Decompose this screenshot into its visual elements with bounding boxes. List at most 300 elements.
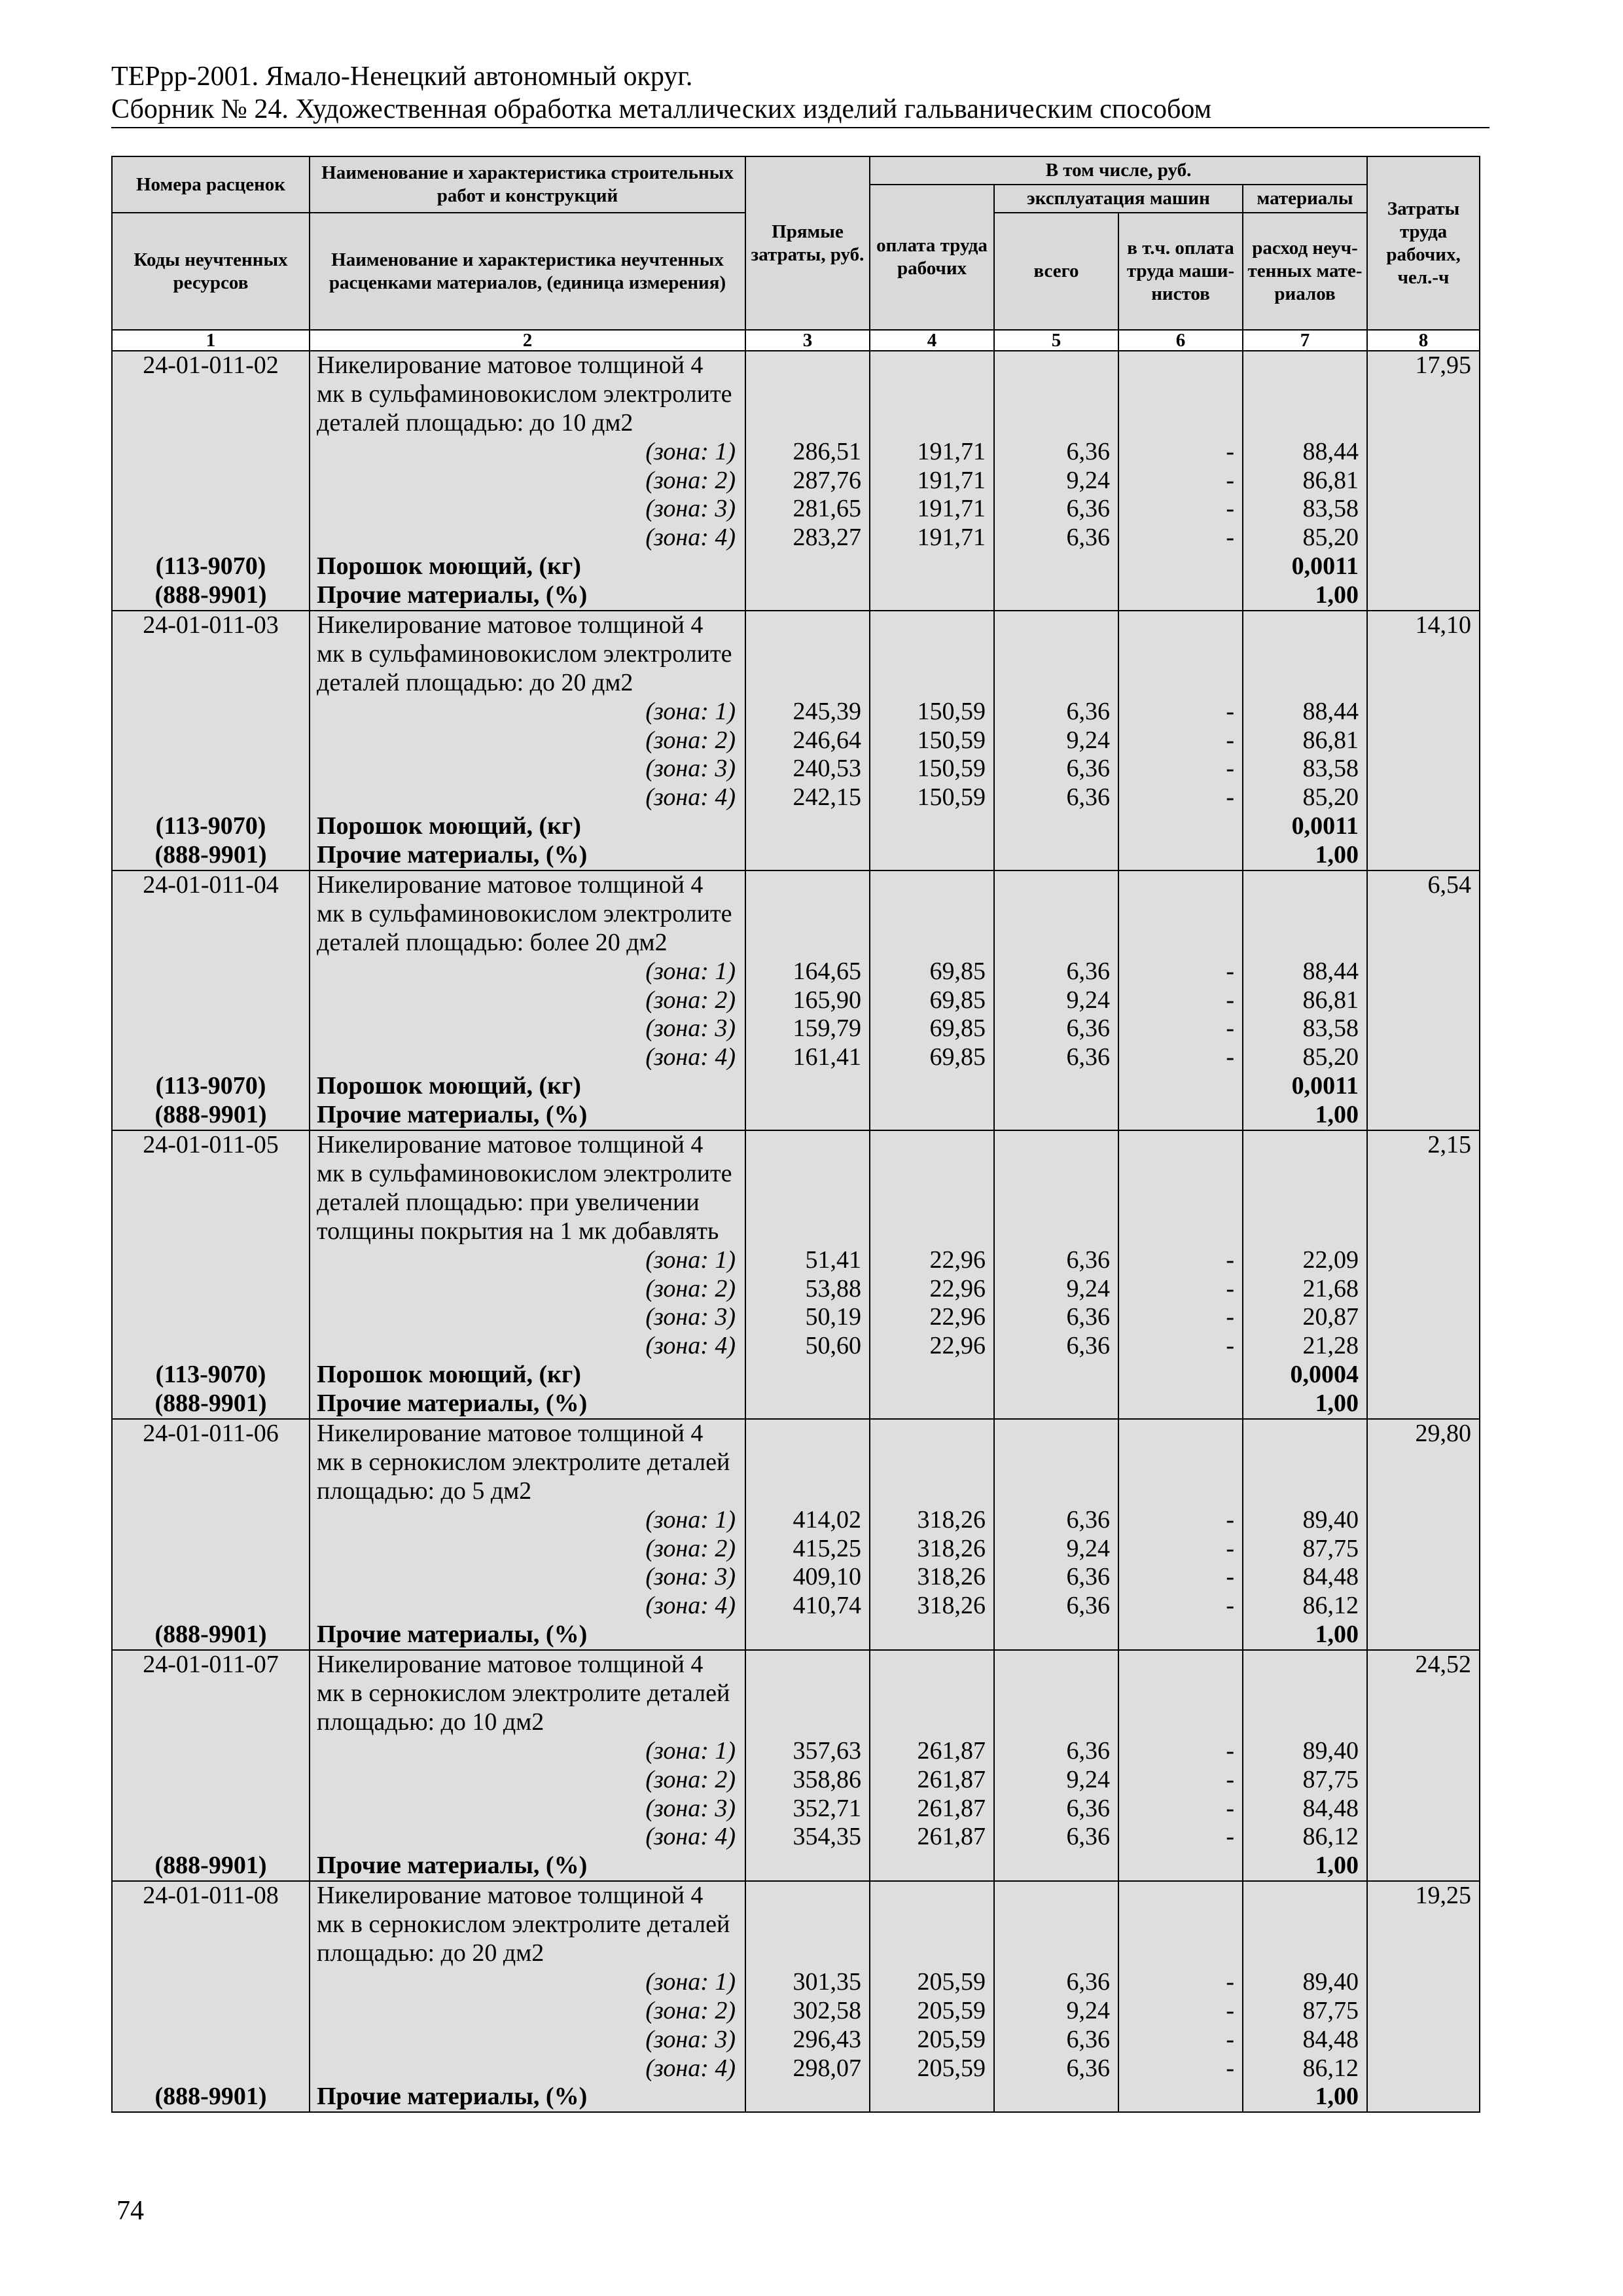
cost-direct-cell (745, 870, 870, 1130)
header-wage: оплата труда рабочих (870, 185, 994, 330)
labor-value: 19,25 (1415, 1882, 1472, 1910)
zone-value: 261,87 (917, 1765, 986, 1793)
zone-value: 51,41 (805, 1246, 861, 1274)
zone-value: 84,48 (1302, 2025, 1359, 2053)
blank-line (1119, 1448, 1242, 1477)
blank-line (995, 552, 1118, 581)
zone-value: 20,87 (1302, 1303, 1359, 1331)
blank-line (870, 1882, 993, 1910)
description-line: мк в сернокислом электролите деталей (317, 1448, 730, 1476)
resource-name: Прочие материалы, (%) (317, 581, 588, 609)
resource-name: Порошок моющий, (кг) (317, 812, 581, 840)
header-rate-numbers: Номера расценок (112, 156, 310, 213)
zone-value: 191,71 (917, 524, 986, 552)
blank-line (1243, 1477, 1366, 1506)
zone-value: 83,58 (1302, 755, 1359, 783)
resource-name: Прочие материалы, (%) (317, 1390, 588, 1418)
blank-line (113, 755, 309, 783)
blank-line (746, 552, 869, 581)
zone-value: 9,24 (1066, 726, 1110, 754)
cost-wage-cell (870, 1881, 994, 2112)
zone-value: 164,65 (793, 957, 861, 985)
blank-line (746, 1390, 869, 1418)
blank-line (870, 1189, 993, 1217)
header-line-1: ТЕРрр-2001. Ямало-Ненецкий автономный округ. (111, 62, 693, 92)
blank-line (113, 1332, 309, 1361)
zone-value: 205,59 (917, 1967, 986, 1996)
blank-line (1119, 1910, 1242, 1939)
header-machines: эксплуатация машин (994, 185, 1243, 213)
resource-code: (888-9901) (154, 1852, 267, 1880)
zone-value: 6,36 (1066, 437, 1110, 465)
cost-materials-cell (1243, 611, 1367, 870)
zone-value: 261,87 (917, 1736, 986, 1765)
zone-value: 205,59 (917, 1996, 986, 2024)
zone-label: (зона: 3) (645, 495, 736, 523)
blank-line (113, 495, 309, 524)
zone-value: 191,71 (917, 437, 986, 465)
page-header (111, 60, 1486, 128)
rate-code-cell (112, 870, 310, 1130)
blank-line (113, 1997, 309, 2026)
blank-line (870, 841, 993, 870)
cost-materials-cell (1243, 1650, 1367, 1881)
blank-line (1243, 669, 1366, 698)
zone-label: (зона: 2) (645, 1996, 736, 2024)
zone-value: 242,15 (793, 783, 861, 812)
zone-value: - (1226, 495, 1234, 523)
blank-line (1243, 1189, 1366, 1217)
zone-value: 286,51 (793, 437, 861, 465)
blank-line (1243, 1420, 1366, 1448)
zone-value: 6,36 (1066, 2054, 1110, 2082)
blank-line (746, 812, 869, 841)
cost-wage-cell (870, 1419, 994, 1650)
blank-line (870, 351, 993, 380)
zone-value: 6,36 (1066, 697, 1110, 725)
blank-line (995, 1852, 1118, 1880)
blank-line (870, 669, 993, 698)
zone-value: 50,60 (805, 1332, 861, 1360)
resource-code: (113-9070) (155, 552, 266, 581)
resource-code: (113-9070) (155, 1361, 266, 1389)
resource-value: 1,00 (1315, 1101, 1359, 1129)
rate-block (112, 611, 1480, 870)
cost-machinist-cell (1118, 1881, 1243, 2112)
zone-value: 352,71 (793, 1794, 861, 1822)
blank-line (113, 1766, 309, 1795)
zone-value: - (1226, 1246, 1234, 1274)
resource-value: 0,0004 (1290, 1361, 1359, 1389)
zone-value: - (1226, 1996, 1234, 2024)
zone-value: 150,59 (917, 755, 986, 783)
zone-label: (зона: 3) (645, 1794, 736, 1822)
resource-name: Порошок моющий, (кг) (317, 1072, 581, 1100)
blank-line (1243, 929, 1366, 958)
blank-line (995, 812, 1118, 841)
blank-line (113, 1823, 309, 1852)
blank-line (746, 1189, 869, 1217)
cost-machines-cell (994, 1130, 1118, 1419)
zone-value: 6,36 (1066, 1014, 1110, 1043)
blank-line (995, 1131, 1118, 1160)
zone-value: 89,40 (1302, 1967, 1359, 1996)
blank-line (1119, 1189, 1242, 1217)
blank-line (1243, 1131, 1366, 1160)
zone-value: 205,59 (917, 2025, 986, 2053)
blank-line (1119, 841, 1242, 870)
column-number-row (112, 330, 1480, 351)
blank-line (113, 1160, 309, 1189)
rate-code: 24-01-011-07 (143, 1651, 279, 1679)
blank-line (113, 1448, 309, 1477)
blank-line (995, 1621, 1118, 1649)
blank-line (1119, 1852, 1242, 1880)
cost-wage-cell (870, 611, 994, 870)
cost-machines-cell (994, 1650, 1118, 1881)
blank-line (746, 1651, 869, 1679)
blank-line (113, 726, 309, 755)
blank-line (1119, 1420, 1242, 1448)
description-cell (310, 1650, 745, 1881)
zone-value: 86,81 (1302, 726, 1359, 754)
zone-value: 6,36 (1066, 1505, 1110, 1534)
blank-line (113, 900, 309, 929)
description-cell (310, 351, 745, 611)
rate-block (112, 1650, 1480, 1881)
blank-line (870, 1910, 993, 1939)
zone-value: 6,36 (1066, 495, 1110, 523)
blank-line (870, 380, 993, 409)
col-number: 2 (310, 330, 745, 351)
col-number: 7 (1243, 330, 1367, 351)
zone-value: 409,10 (793, 1563, 861, 1591)
resource-code: (113-9070) (155, 812, 266, 840)
zone-label: (зона: 2) (645, 1534, 736, 1562)
zone-value: 318,26 (917, 1534, 986, 1562)
blank-line (870, 1852, 993, 1880)
zone-value: 9,24 (1066, 1765, 1110, 1793)
blank-line (1243, 871, 1366, 900)
blank-line (870, 1448, 993, 1477)
zone-value: - (1226, 1534, 1234, 1562)
blank-line (113, 1477, 309, 1506)
zone-value: 6,36 (1066, 1246, 1110, 1274)
blank-line (870, 900, 993, 929)
description-line: мк в сульфаминовокислом электролите (317, 639, 732, 668)
blank-line (995, 1679, 1118, 1708)
blank-line (870, 1072, 993, 1101)
blank-line (113, 438, 309, 467)
rate-code: 24-01-011-06 (143, 1419, 279, 1447)
header-rule (111, 127, 1489, 128)
blank-line (1119, 1882, 1242, 1910)
description-line: площадью: до 5 дм2 (317, 1477, 532, 1505)
blank-line (870, 1651, 993, 1679)
blank-line (870, 409, 993, 438)
zone-value: - (1226, 1736, 1234, 1765)
zone-value: - (1226, 783, 1234, 812)
col-number: 5 (994, 330, 1118, 351)
zone-value: 240,53 (793, 755, 861, 783)
blank-line (870, 1160, 993, 1189)
zone-value: 22,96 (929, 1303, 986, 1331)
blank-line (870, 1621, 993, 1649)
zone-value: 9,24 (1066, 466, 1110, 494)
description-line: Никелирование матовое толщиной 4 (317, 871, 704, 899)
blank-line (1119, 1477, 1242, 1506)
blank-line (995, 351, 1118, 380)
blank-line (1243, 900, 1366, 929)
header-labor-costs: Затраты труда рабочих, чел.-ч (1367, 156, 1480, 330)
zone-value: 318,26 (917, 1592, 986, 1620)
zone-value: 414,02 (793, 1505, 861, 1534)
blank-line (995, 380, 1118, 409)
blank-line (746, 669, 869, 698)
blank-line (995, 841, 1118, 870)
blank-line (746, 871, 869, 900)
zone-value: - (1226, 697, 1234, 725)
blank-line (1119, 669, 1242, 698)
blank-line (1243, 1160, 1366, 1189)
zone-value: 69,85 (929, 1014, 986, 1043)
resource-value: 0,0011 (1291, 552, 1359, 581)
blank-line (113, 1217, 309, 1246)
description-line: деталей площадью: при увеличении (317, 1188, 700, 1216)
blank-line (746, 1101, 869, 1130)
blank-line (870, 1131, 993, 1160)
zone-value: 89,40 (1302, 1736, 1359, 1765)
cost-machines-cell (994, 870, 1118, 1130)
blank-line (995, 1189, 1118, 1217)
blank-line (995, 871, 1118, 900)
zone-value: 150,59 (917, 783, 986, 812)
blank-line (1119, 611, 1242, 640)
zone-value: - (1226, 1563, 1234, 1591)
zone-value: - (1226, 726, 1234, 754)
description-line: деталей площадью: до 10 дм2 (317, 408, 633, 437)
blank-line (746, 2083, 869, 2111)
rate-code: 24-01-011-04 (143, 871, 279, 899)
cost-direct-cell (745, 1650, 870, 1881)
zone-value: - (1226, 1823, 1234, 1851)
blank-line (113, 1592, 309, 1621)
zone-value: 296,43 (793, 2025, 861, 2053)
blank-line (113, 929, 309, 958)
blank-line (113, 2026, 309, 2054)
cost-direct-cell (745, 1130, 870, 1419)
rate-block (112, 1130, 1480, 1419)
blank-line (746, 581, 869, 610)
blank-line (746, 900, 869, 929)
labor-value: 2,15 (1427, 1131, 1472, 1159)
zone-value: - (1226, 1765, 1234, 1793)
zone-value: 6,36 (1066, 1823, 1110, 1851)
zone-value: 415,25 (793, 1534, 861, 1562)
zone-value: - (1226, 1332, 1234, 1360)
blank-line (870, 1390, 993, 1418)
blank-line (870, 1361, 993, 1390)
blank-line (1243, 1882, 1366, 1910)
rate-code-cell (112, 1130, 310, 1419)
cost-direct-cell (745, 1881, 870, 2112)
blank-line (1119, 1361, 1242, 1390)
zone-value: - (1226, 986, 1234, 1014)
labor-cost-cell (1367, 1130, 1480, 1419)
zone-value: 22,96 (929, 1274, 986, 1302)
rate-code-cell (112, 1881, 310, 2112)
zone-value: 50,19 (805, 1303, 861, 1331)
zone-value: 357,63 (793, 1736, 861, 1765)
blank-line (870, 1217, 993, 1246)
blank-line (995, 1939, 1118, 1968)
cost-direct-cell (745, 611, 870, 870)
zone-value: - (1226, 1274, 1234, 1302)
zone-value: - (1226, 524, 1234, 552)
cost-materials-cell (1243, 1881, 1367, 2112)
blank-line (995, 1361, 1118, 1390)
resource-value: 1,00 (1315, 841, 1359, 869)
header-machinist-wage: в т.ч. оплата труда маши-нистов (1118, 213, 1243, 330)
blank-line (870, 929, 993, 958)
zone-value: 6,36 (1066, 1043, 1110, 1071)
zone-label: (зона: 1) (645, 1736, 736, 1765)
zone-value: 301,35 (793, 1967, 861, 1996)
blank-line (746, 1477, 869, 1506)
resource-code: (888-9901) (154, 2083, 267, 2111)
blank-line (870, 2083, 993, 2111)
description-cell (310, 1130, 745, 1419)
blank-line (746, 380, 869, 409)
zone-value: 281,65 (793, 495, 861, 523)
zone-value: 86,12 (1302, 1823, 1359, 1851)
cost-machinist-cell (1118, 351, 1243, 611)
description-line: мк в сернокислом электролите деталей (317, 1910, 730, 1939)
description-line: Никелирование матовое толщиной 4 (317, 1419, 704, 1447)
labor-value: 6,54 (1427, 871, 1472, 899)
zone-value: 83,58 (1302, 1014, 1359, 1043)
zone-value: 22,96 (929, 1246, 986, 1274)
labor-value: 29,80 (1415, 1419, 1472, 1447)
zone-value: 85,20 (1302, 524, 1359, 552)
blank-line (746, 1160, 869, 1189)
blank-line (1119, 380, 1242, 409)
zone-value: - (1226, 1505, 1234, 1534)
cost-machines-cell (994, 1881, 1118, 2112)
blank-line (746, 1852, 869, 1880)
blank-line (995, 1160, 1118, 1189)
zone-value: 88,44 (1302, 437, 1359, 465)
zone-value: 85,20 (1302, 1043, 1359, 1071)
blank-line (1119, 900, 1242, 929)
cost-wage-cell (870, 870, 994, 1130)
blank-line (746, 841, 869, 870)
zone-value: 9,24 (1066, 986, 1110, 1014)
zone-value: 150,59 (917, 726, 986, 754)
zone-value: 21,28 (1302, 1332, 1359, 1360)
blank-line (113, 409, 309, 438)
blank-line (113, 1708, 309, 1737)
zone-value: 22,96 (929, 1332, 986, 1360)
blank-line (113, 1014, 309, 1043)
zone-value: 89,40 (1302, 1505, 1359, 1534)
resource-value: 1,00 (1315, 1621, 1359, 1649)
cost-materials-cell (1243, 1419, 1367, 1650)
cost-machines-cell (994, 351, 1118, 611)
blank-line (746, 409, 869, 438)
zone-value: - (1226, 1043, 1234, 1071)
blank-line (746, 1621, 869, 1649)
header-including: В том числе, руб. (870, 156, 1367, 185)
zone-label: (зона: 1) (645, 1505, 736, 1534)
zone-value: 261,87 (917, 1823, 986, 1851)
zone-value: 69,85 (929, 1043, 986, 1071)
zone-value: 6,36 (1066, 2025, 1110, 2053)
zone-value: 159,79 (793, 1014, 861, 1043)
rate-code: 24-01-011-03 (143, 611, 279, 639)
resource-code: (888-9901) (154, 581, 267, 609)
blank-line (746, 1217, 869, 1246)
resource-name: Прочие материалы, (%) (317, 841, 588, 869)
zone-label: (зона: 1) (645, 1246, 736, 1274)
zone-label: (зона: 4) (645, 1592, 736, 1620)
zone-value: 9,24 (1066, 1534, 1110, 1562)
labor-cost-cell (1367, 351, 1480, 611)
description-cell (310, 611, 745, 870)
blank-line (995, 2083, 1118, 2111)
resource-code: (113-9070) (155, 1072, 266, 1100)
resource-value: 0,0011 (1291, 1072, 1359, 1100)
zone-value: 87,75 (1302, 1534, 1359, 1562)
zone-value: 6,36 (1066, 524, 1110, 552)
resource-name: Порошок моющий, (кг) (317, 1361, 581, 1389)
zone-label: (зона: 3) (645, 2025, 736, 2053)
blank-line (113, 1535, 309, 1564)
blank-line (113, 1275, 309, 1304)
blank-line (1119, 1131, 1242, 1160)
blank-line (1119, 2083, 1242, 2111)
zone-value: 245,39 (793, 697, 861, 725)
blank-line (995, 669, 1118, 698)
zone-value: 86,12 (1302, 1592, 1359, 1620)
blank-line (746, 1708, 869, 1737)
header-machines-total: всего (994, 213, 1118, 330)
blank-line (113, 698, 309, 726)
blank-line (1119, 812, 1242, 841)
blank-line (113, 1303, 309, 1332)
blank-line (746, 611, 869, 640)
rate-block (112, 1419, 1480, 1650)
blank-line (1119, 1390, 1242, 1418)
blank-line (113, 1679, 309, 1708)
zone-label: (зона: 3) (645, 1303, 736, 1331)
zone-value: 6,36 (1066, 1794, 1110, 1822)
zone-value: 88,44 (1302, 697, 1359, 725)
table-body (112, 351, 1480, 2112)
description-line: мк в сернокислом электролите деталей (317, 1679, 730, 1707)
zone-label: (зона: 4) (645, 524, 736, 552)
blank-line (995, 1217, 1118, 1246)
blank-line (113, 640, 309, 669)
blank-line (870, 640, 993, 669)
col-number: 3 (745, 330, 870, 351)
zone-value: - (1226, 957, 1234, 985)
blank-line (1243, 1448, 1366, 1477)
description-line: площадью: до 20 дм2 (317, 1939, 544, 1967)
blank-line (1243, 1217, 1366, 1246)
description-line: Никелирование матовое толщиной 4 (317, 1651, 704, 1679)
resource-value: 1,00 (1315, 581, 1359, 609)
